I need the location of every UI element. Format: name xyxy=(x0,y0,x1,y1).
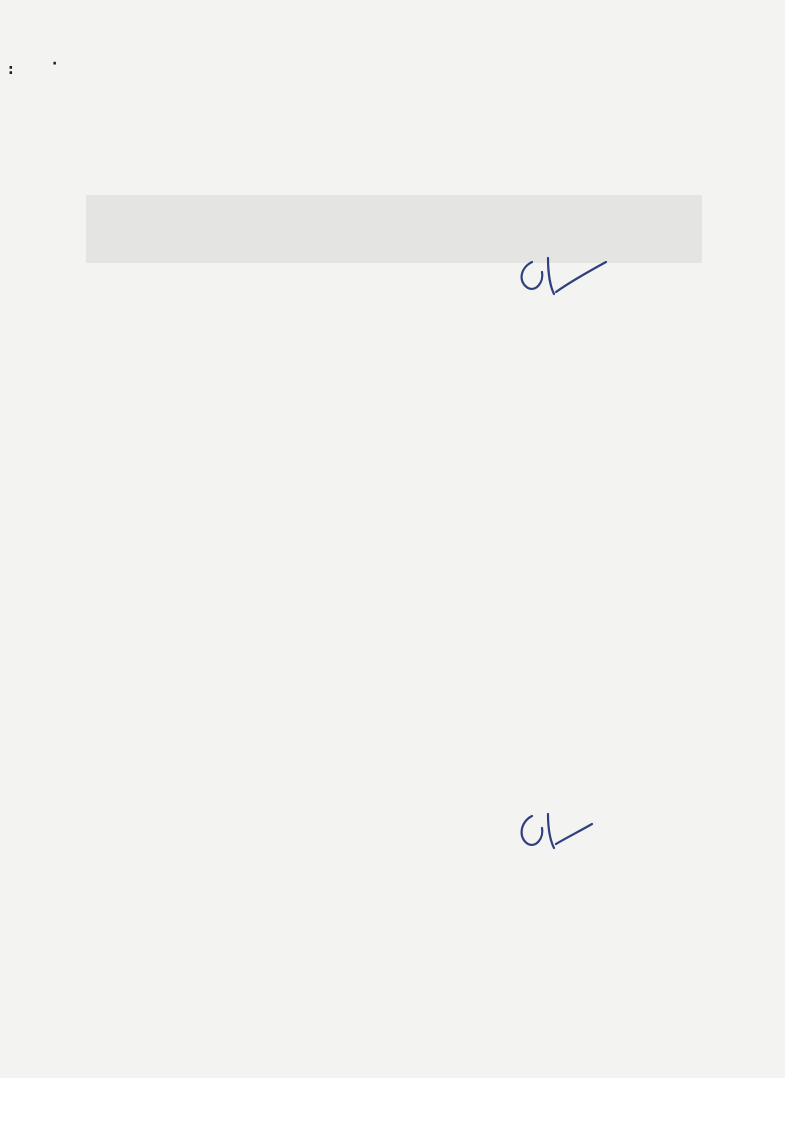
signature-scribble-icon xyxy=(514,808,594,856)
scan-mark: · xyxy=(52,56,58,72)
signature-scribble-icon xyxy=(512,252,612,302)
scan-mark: : xyxy=(8,62,14,78)
